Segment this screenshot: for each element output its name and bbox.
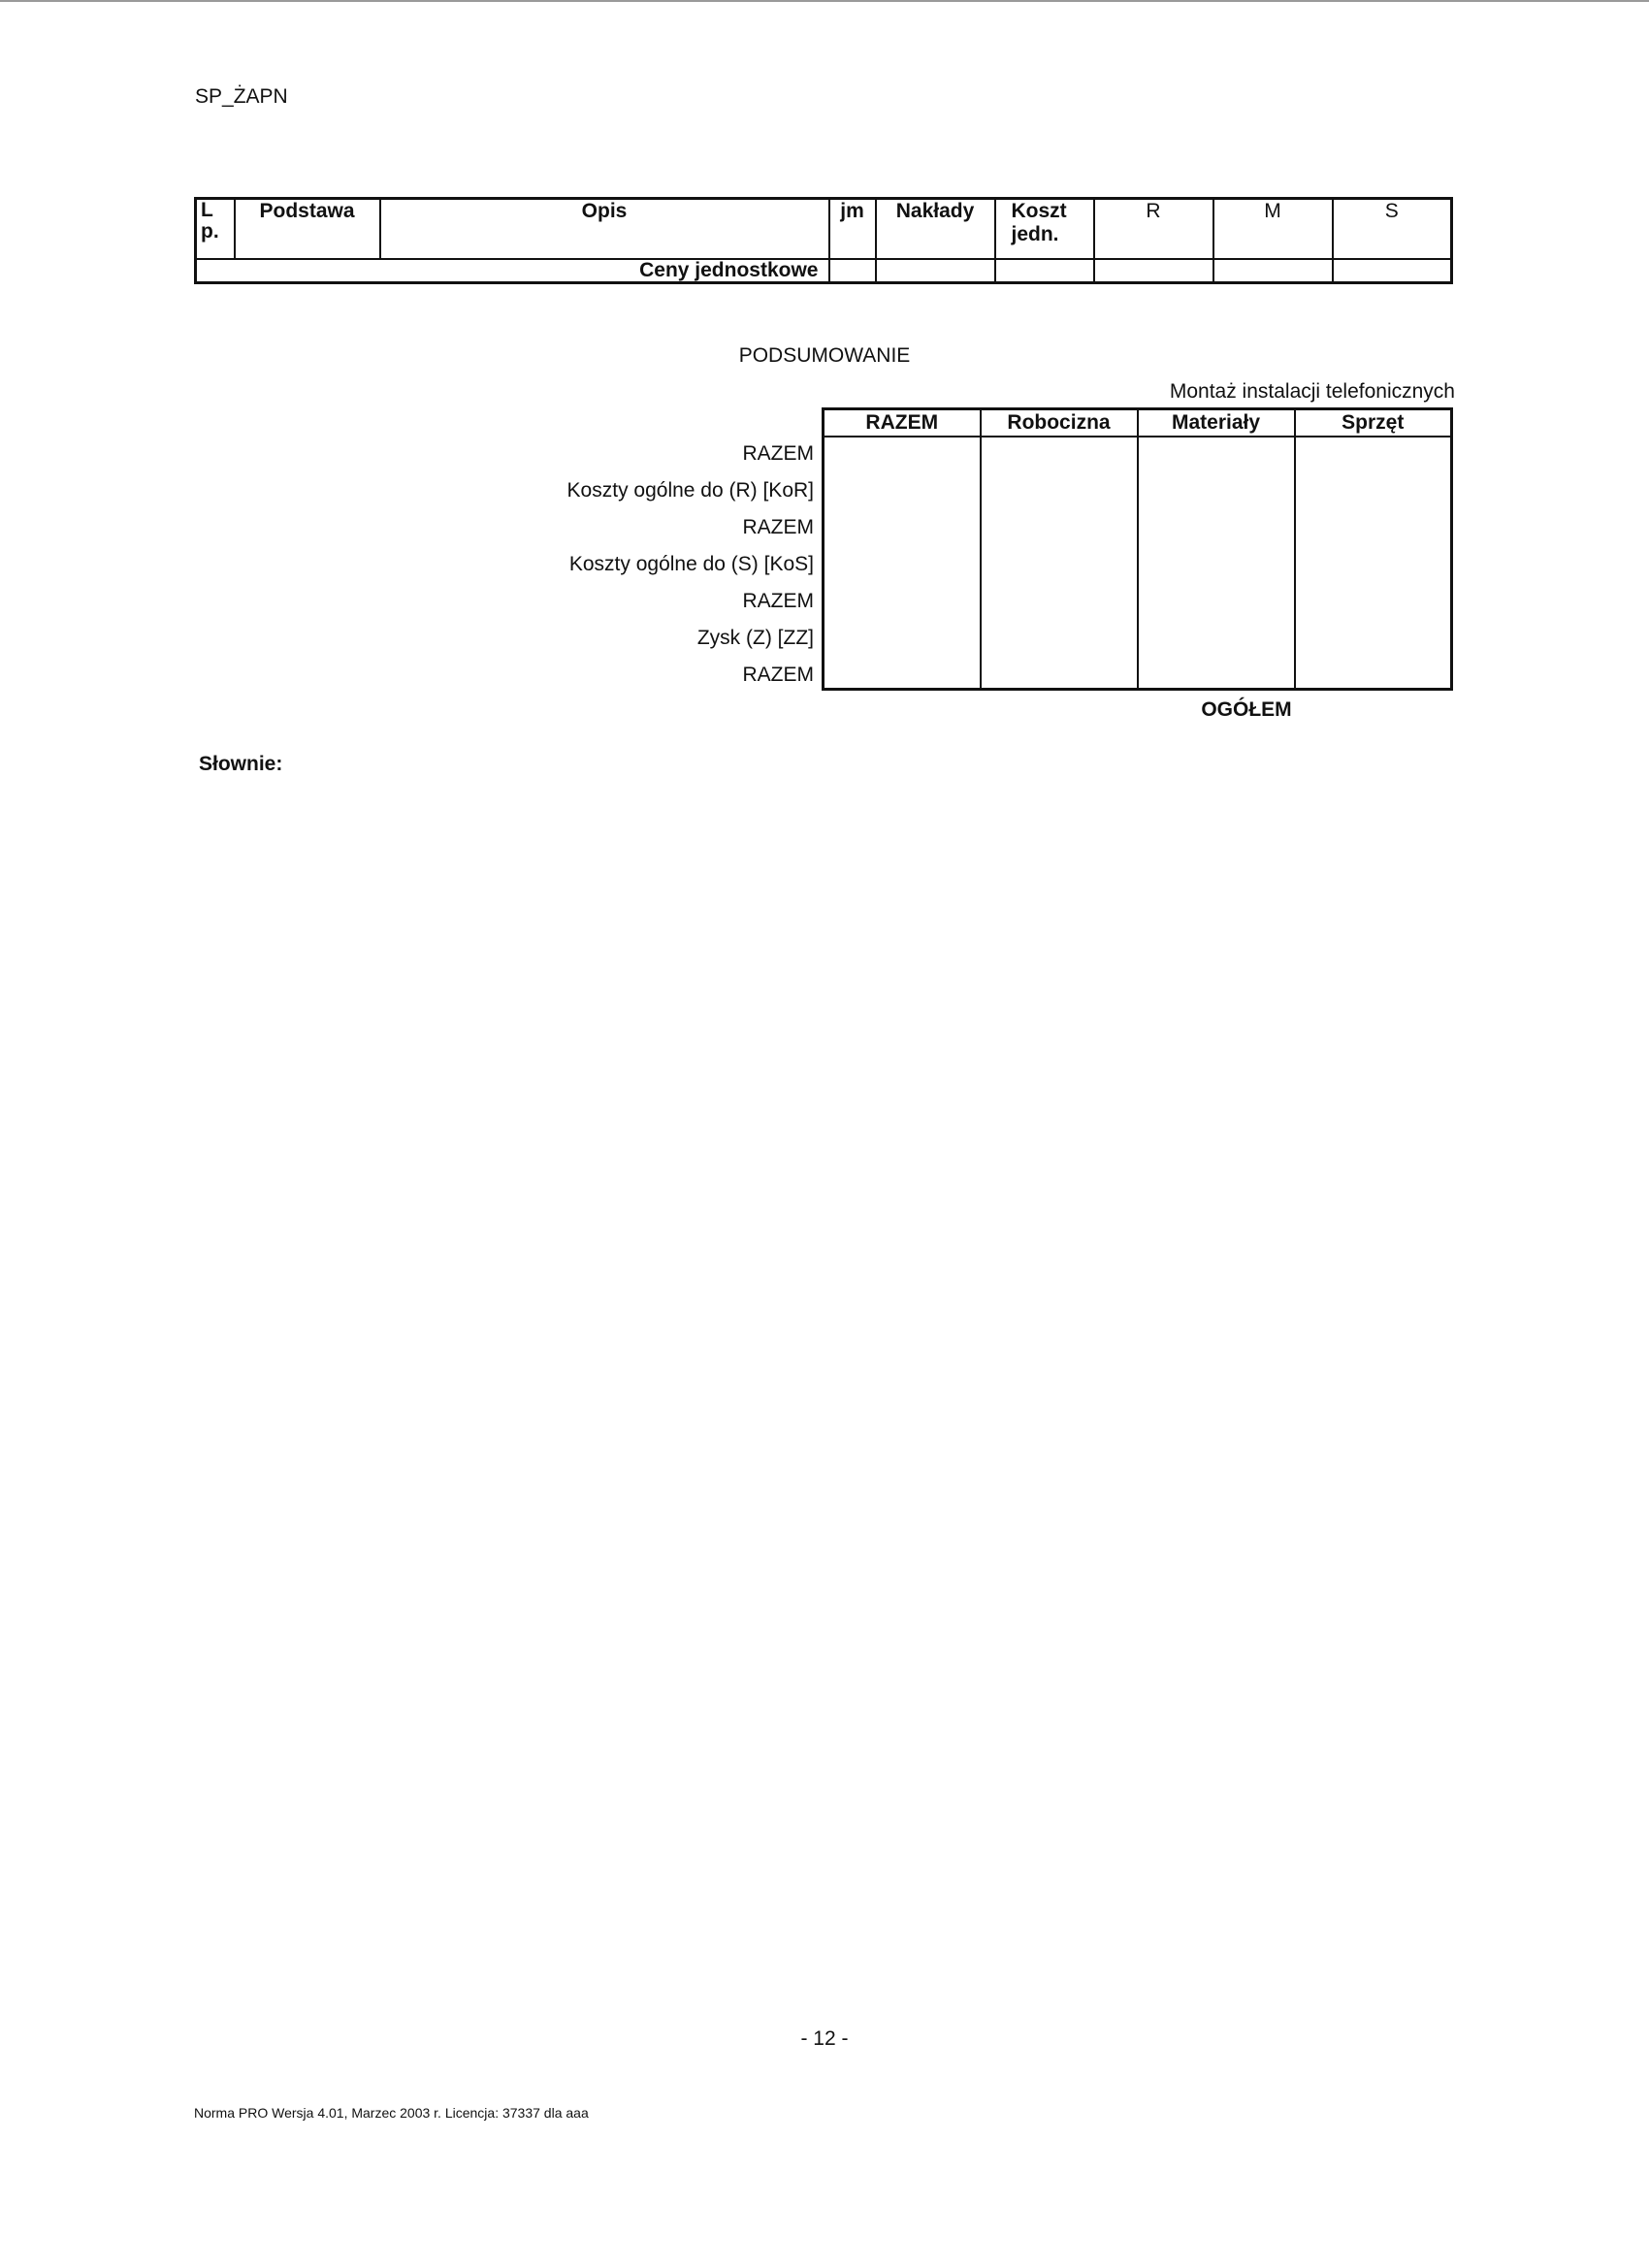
unit-prices-m-cell xyxy=(1213,259,1333,283)
summary-sprzet-values xyxy=(1295,437,1452,690)
total-label: OGÓŁEM xyxy=(1201,698,1292,721)
header-naklady: Nakłady xyxy=(876,199,995,260)
unit-prices-r-cell xyxy=(1094,259,1213,283)
page-top-rule xyxy=(0,0,1649,2)
summary-col-materialy: Materiały xyxy=(1138,409,1295,437)
page-number: - 12 - xyxy=(800,2027,849,2050)
header-podstawa: Podstawa xyxy=(235,199,380,260)
header-r: R xyxy=(1094,199,1213,260)
header-m: M xyxy=(1213,199,1333,260)
row-label-zysk: Zysk (Z) [ZZ] xyxy=(696,627,814,649)
summary-row-labels xyxy=(485,437,818,695)
unit-prices-jm-cell xyxy=(829,259,876,283)
header-jm: jm xyxy=(829,199,876,260)
header-koszt-jedn: Koszt jedn. xyxy=(995,199,1094,260)
row-label-kor: Koszty ogólne do (R) [KoR] xyxy=(566,479,814,502)
unit-prices-row xyxy=(196,259,1452,283)
summary-caption: Montaż instalacji telefonicznych xyxy=(1169,380,1455,403)
cost-table xyxy=(194,197,1453,284)
in-words-label: Słownie: xyxy=(199,753,283,775)
document-code: SP_ŻAPN xyxy=(195,85,288,108)
header-lp: L p. xyxy=(196,199,235,260)
header-s: S xyxy=(1333,199,1452,260)
row-label-razem: RAZEM xyxy=(742,664,814,686)
summary-title: PODSUMOWANIE xyxy=(738,344,911,367)
row-label-razem: RAZEM xyxy=(742,442,814,465)
header-opis: Opis xyxy=(380,199,829,260)
summary-col-razem: RAZEM xyxy=(824,409,981,437)
row-label-razem: RAZEM xyxy=(742,516,814,538)
summary-col-sprzet: Sprzęt xyxy=(1295,409,1452,437)
summary-table xyxy=(822,407,1453,691)
unit-prices-label: Ceny jednostkowe xyxy=(196,259,829,283)
unit-prices-naklady-cell xyxy=(876,259,995,283)
footer-license: Norma PRO Wersja 4.01, Marzec 2003 r. Licencja: 37337 dla aaa xyxy=(194,2105,589,2121)
unit-prices-s-cell xyxy=(1333,259,1452,283)
summary-razem-values xyxy=(824,437,981,690)
summary-materialy-values xyxy=(1138,437,1295,690)
summary-col-robocizna: Robocizna xyxy=(981,409,1138,437)
row-label-razem: RAZEM xyxy=(742,590,814,612)
row-label-kos: Koszty ogólne do (S) [KoS] xyxy=(568,553,814,575)
unit-prices-koszt-cell xyxy=(995,259,1094,283)
summary-robocizna-values xyxy=(981,437,1138,690)
